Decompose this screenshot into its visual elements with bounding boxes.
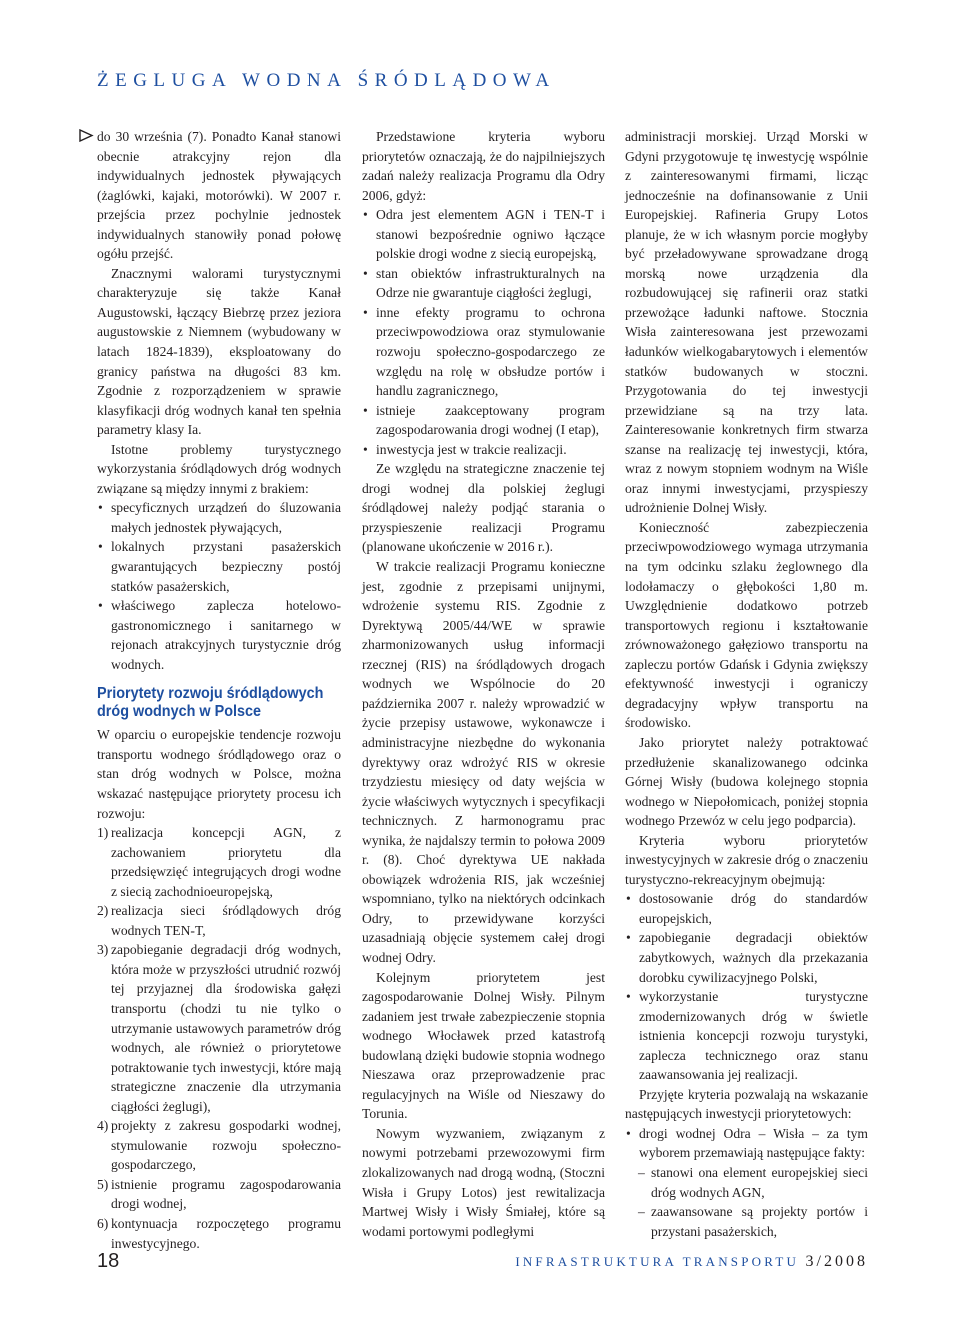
list-item-text: projekty z zakresu gospodarki wodnej, stymulowanie rozwoju społeczno-gospodarczego, (111, 1118, 341, 1173)
list-item: • zapobieganie degradacji obiektów zabytkowych, ważnych dla przekazania dorobku cywilizacyjnego Polski, (625, 928, 868, 987)
list-item-text: realizacja sieci śródlądowych dróg wodnych TEN-T, (111, 903, 341, 938)
list-item (97, 823, 341, 901)
paragraph: do 30 września (7). Ponadto Kanał stanowi obecnie atrakcyjny rejon dla indywidualnych jednostek pływających (żaglówki, kajaki, motorówki). W 2007 r. przejścia przez pochylnie jednostek indywidualnych stanowiły ponad połowę ogółu przejść. (97, 129, 341, 262)
issue-number: 3/2008 (805, 1253, 868, 1270)
bullet-list (362, 205, 605, 459)
list-number: 3) (97, 942, 109, 958)
paragraph: W trakcie realizacji Programu konieczne jest, zgodnie z przepisami unijnymi, wdrożenie systemu RIS. Zgodnie z Dyrektywą 2005/44/WE w sprawie zharmonizowanych usług informacji rzecznej (RIS) na śródlądowych drogach wodnych we Wspólnocie do 20 października 2007 r. należy wprowadzić w życie przepisy ustawowe, wykonawcze i administracyjne niezbędne do wykonania dyrektywy oraz wdrożyć RIS w okresie trzydziestu miesięcy od daty wejścia w życie właściwych wytycznych i specyfikacji technicznych. Z harmonogramu prac wynika, że najdalszy termin to połowa 2009 r. (8). Choć dyrektywa UE nakłada obowiązek wdrożenia RIS, jak wcześniej wspomniano, tylko na niektórych odcinkach Odry, to przewidywane korzyści uzasadniają objęcie systemem całej drogi wodnej Odry. (362, 559, 605, 965)
list-item-text: istnienie programu zagospodarowania drogi wodnej, (111, 1176, 341, 1212)
list-item: • stan obiektów infrastrukturalnych na Odrze nie gwarantuje ciągłości żeglugi, (362, 264, 605, 303)
paragraph: Istotne problemy turystycznego wykorzystania śródlądowych dróg wodnych związane są między innymi z brakiem: (97, 441, 341, 496)
paragraph: Znacznymi walorami turystycznymi charakteryzuje się także Kanał Augustowski, łączący Biebrzę przez jeziora augustowskie z Niemnem (wybudowany w latach 1824-1839), eksploatowany do granicy państwa na długości 83 km. Zgodnie z rozporządzeniem w sprawie klasyfikacji dróg wodnych kanał ten spełnia parametry klasy Ia. (97, 265, 341, 438)
paragraph: Przedstawione kryteria wyboru priorytetów oznaczają, że do najpilniejszych zadań należy realizacja Programu dla Odry 2006, gdyż: (362, 129, 605, 203)
list-item: • właściwego zaplecza hotelowo-gastronomicznego i sanitarnego w rejonach atrakcyjnych turystycznie dróg wodnych. (97, 596, 341, 674)
journal-name: INFRASTRUKTURA TRANSPORTU (515, 1254, 800, 1269)
list-number: 5) (97, 1176, 109, 1192)
paragraph: Ze względu na strategiczne znaczenie tej drogi wodnej dla polskiej żeglugi śródlądowej należy podjąć starania o przyspieszenie realizacji Programu (planowane ukończenie w 2016 r.). (362, 461, 605, 555)
bullet-list (625, 1124, 868, 1163)
paragraph: administracji morskiej. Urząd Morski w Gdyni przygotowuje tę inwestycję wspólnie z zainteresowanymi firmami, licząc jednocześnie na dofinansowanie z Unii Europejskiej. Rafineria Grupy Lotos planuje, że w ich własnym porcie mogłyby być przeładowywane sprowadzane drogą morską nowe urządzenia dla rozbudowującej się rafinerii oraz statki przewożące ładunki naftowe. Stocznia Wisła zainteresowana jest przewozami ładunków wielkogabarytowych i elementów statków budowanych w stoczni. Przygotowania do tej inwestycji przewidziane są na trzy lata. Zainteresowanie konkretnych firm stwarza szanse na realizację tej inwestycji, która, wraz z nowym stopniem wodnym na Wiśle oraz innymi inwestycjami, przyspieszy udrożnienie Dolnej Wisły. (625, 129, 868, 516)
text-column-3 (625, 127, 868, 1241)
section-heading: Priorytety rozwoju śródlądowych dróg wodnych w Polsce (97, 685, 324, 721)
list-item: • istnieje zaakceptowany program zagospodarowania drogi wodnej (I etap), (362, 401, 605, 440)
numbered-list (97, 823, 341, 1253)
arrow-right-icon (79, 129, 94, 142)
page-number: 18 (97, 1250, 120, 1272)
list-item: • lokalnych przystani pasażerskich gwarantujących bezpieczny postój statków pasażerskich, (97, 537, 341, 596)
list-item (97, 1116, 341, 1175)
bullet-list (625, 889, 868, 1084)
list-item: • dostosowanie dróg do standardów europejskich, (625, 889, 868, 928)
text-column-1 (97, 127, 341, 1253)
paragraph: Kolejnym priorytetem jest zagospodarowanie Dolnej Wisły. Pilnym zadaniem jest trwałe zabezpieczenie stopnia wodnego Włocławek przed katastrofą budowlaną dzięki budowie stopnia wodnego Nieszawa oraz przeprowadzenie prac regulacyjnych na Wiśle od Nieszawy do Torunia. (362, 969, 605, 1122)
list-item (97, 1214, 341, 1253)
list-item (97, 940, 341, 1116)
list-number: 2) (97, 903, 109, 919)
dash-list (625, 1163, 868, 1241)
list-item: • inne efekty programu to ochrona przeciwpowodziowa oraz stymulowanie rozwoju społeczno-gospodarczego ze względu na rolę w obsłudze portów i handlu zagranicznego, (362, 303, 605, 401)
running-header: ŻEGLUGA WODNA ŚRÓDLĄDOWA (97, 70, 556, 91)
paragraph: Nowym wyzwaniem, związanym z nowymi potrzebami przewozowymi firm zlokalizowanych nad drogą wodną, (Stoczni Wisła i Grupy Lotos) jest rewitalizacja Martwej Wisły i Wisły Śmiałej, które są wodami portowymi podległymi (362, 1125, 605, 1239)
list-item-text: kontynuacja rozpoczętego programu inwestycyjnego. (111, 1215, 341, 1251)
paragraph: Kryteria wyboru priorytetów inwestycyjnych w zakresie dróg o znaczeniu turystyczno-rekreacyjnym obejmują: (625, 832, 868, 887)
text-column-2 (362, 127, 605, 1241)
paragraph: Konieczność zabezpieczenia przeciwpowodziowego wymaga utrzymania na tym odcinku szlaku żeglownego dla lodołamaczy o głębokości 1,80 m. Uwzględnienie dodatkowo potrzeb transportowych regionu i kształtowanie zrównoważonego gałęziowo transportu na zapleczu portów Gdańsk i Gdynia zwiększy efektywność inwestycji i ograniczy degradacyjny wpływ transportu na środowisko. (625, 519, 868, 731)
list-item (97, 1175, 341, 1214)
journal-footer (515, 1253, 868, 1271)
list-item: • specyficznych urządzeń do śluzowania małych jednostek pływających, (97, 498, 341, 537)
list-number: 6) (97, 1215, 109, 1231)
list-item: • inwestycja jest w trakcie realizacji. (362, 440, 605, 460)
list-item: – stanowi ona element europejskiej sieci dróg wodnych AGN, (625, 1163, 868, 1202)
bullet-list (97, 498, 341, 674)
list-item-text: zapobieganie degradacji dróg wodnych, która może w przyszłości utrudnić rozwój tej przyjaznej dla środowiska gałęzi transportu (chodzi tu nie tylko o utrzymanie ustawowych parametrów dróg wodnych, ale również o priorytetowe potraktowanie tych inwestycji, które mają strategiczne znaczenie dla utrzymania ciągłości żeglugi), (111, 942, 341, 1114)
paragraph: Jako priorytet należy potraktować przedłużenie skanalizowanego odcinka Górnej Wisły (budowa kolejnego stopnia wodnego w Niepołomicach, poniżej stopnia wodnego Przewóz w celu jego podparcia). (625, 734, 868, 829)
list-number: 4) (97, 1118, 109, 1134)
list-number: 1) (97, 825, 109, 841)
list-item: – zaawansowane są projekty portów i przystani pasażerskich, (625, 1202, 868, 1241)
paragraph: Przyjęte kryteria pozwalają na wskazanie następujących inwestycji priorytetowych: (625, 1086, 868, 1122)
list-item (97, 901, 341, 940)
list-item: • drogi wodnej Odra – Wisła – za tym wyborem przemawiają następujące fakty: (625, 1124, 868, 1163)
list-item: • wykorzystanie turystyczne zmodernizowanych dróg w świetle istnienia koncepcji rozwoju turystyki, zaplecza technicznego oraz stanu zaawansowania jej realizacji. (625, 987, 868, 1085)
paragraph: W oparciu o europejskie tendencje rozwoju transportu wodnego śródlądowego oraz o stan dróg wodnych w Polsce, można wskazać następujące priorytety procesu ich rozwoju: (97, 727, 341, 821)
list-item: • Odra jest elementem AGN i TEN-T i stanowi bezpośrednie ogniwo łączące polskie drogi wodne z siecią europejską, (362, 205, 605, 264)
list-item-text: realizacja koncepcji AGN, z zachowaniem priorytetu dla przedsięwzięć integrujących drogi wodne z siecią zachodnioeuropejską, (111, 825, 341, 899)
